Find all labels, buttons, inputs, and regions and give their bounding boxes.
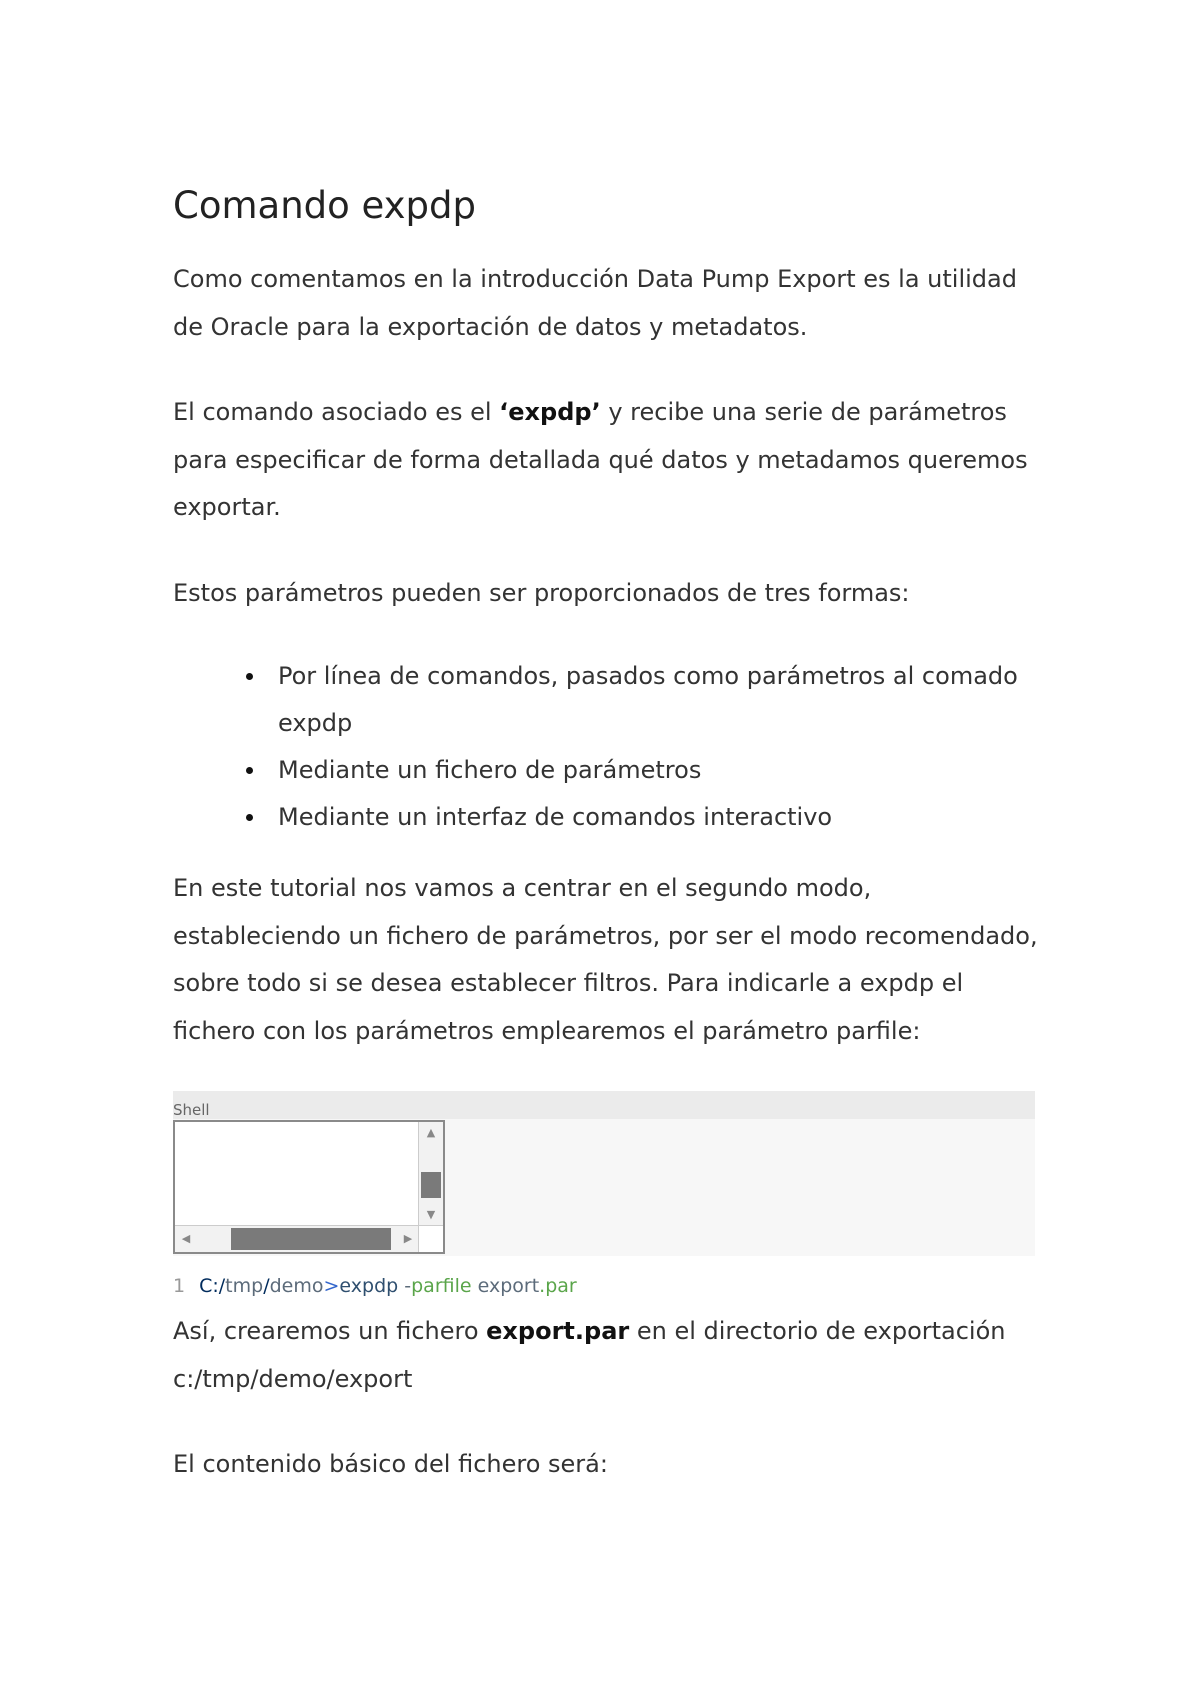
bullet-icon (246, 767, 253, 774)
vertical-scrollbar[interactable] (418, 1122, 443, 1226)
intro-paragraph: Como comentamos en la introducción Data Pump Export es la utilidad de Oracle para la exportación de datos y metadatos. (173, 265, 1017, 341)
export-file-paragraph (173, 1308, 1038, 1403)
code-block (173, 1091, 1035, 1256)
export-file-bold: export.par (486, 1317, 630, 1345)
command-paragraph (173, 389, 1038, 532)
vertical-scroll-thumb[interactable] (421, 1172, 441, 1198)
page-title: Comando expdp (173, 184, 476, 227)
horizontal-scroll-thumb[interactable] (231, 1228, 391, 1250)
code-slash: / (263, 1275, 270, 1297)
scroll-up-icon[interactable]: ▲ (426, 1126, 436, 1139)
command-paragraph-text-2: y recibe una serie de parámetros para especificar de forma detallada qué datos y metadamos queremos exportar. (173, 398, 1028, 521)
command-name-bold: ‘expdp’ (499, 398, 601, 426)
article (173, 182, 1038, 1527)
list-item (278, 794, 1038, 841)
code-prompt: > (323, 1275, 340, 1297)
scroll-down-icon[interactable]: ▼ (426, 1208, 436, 1221)
export-paragraph-text-1: Así, crearemos un fichero (173, 1317, 487, 1345)
list-item-text: Por línea de comandos, pasados como parámetros al comado expdp (278, 662, 1018, 737)
scroll-right-icon[interactable]: ▶ (403, 1232, 413, 1245)
code-dash: - (404, 1275, 412, 1297)
bullet-icon (246, 673, 253, 680)
code-drive: C: (199, 1275, 219, 1297)
code-arg-name: export (471, 1275, 540, 1297)
list-item-text: Mediante un interfaz de comandos interactivo (278, 803, 833, 831)
code-arg-ext: .par (539, 1275, 577, 1297)
forms-paragraph: Estos parámetros pueden ser proporcionados de tres formas: (173, 578, 910, 607)
raw-code-textarea[interactable] (173, 1120, 445, 1254)
horizontal-scrollbar[interactable] (175, 1225, 419, 1252)
code-demo: demo (269, 1275, 324, 1297)
code-language-label: Shell (173, 1091, 1035, 1119)
list-item (278, 653, 1038, 747)
tutorial-paragraph: En este tutorial nos vamos a centrar en el segundo modo, estableciendo un fichero de parámetros, por ser el modo recomendado, sobre todo si se desea establecer filtros. Para indicarle a expdp el fichero con los parámetros emplearemos el parámetro parfile: (173, 874, 1038, 1045)
content-paragraph: El contenido básico del fichero será: (173, 1450, 608, 1478)
code-command: expdp (339, 1275, 405, 1297)
forms-list (173, 653, 1038, 841)
code-slash: / (218, 1275, 226, 1297)
list-item-text: Mediante un fichero de parámetros (278, 756, 702, 784)
scrollbar-corner (418, 1225, 443, 1252)
list-item (278, 747, 1038, 794)
scroll-left-icon[interactable]: ◀ (181, 1232, 191, 1245)
bullet-icon (246, 814, 253, 821)
line-number: 1 (173, 1275, 186, 1297)
code-line (173, 1264, 1038, 1308)
export-paragraph-text-2: en el directorio de exportación c:/tmp/demo/export (173, 1317, 1006, 1393)
code-tmp: tmp (225, 1275, 264, 1297)
code-flag: parfile (411, 1275, 472, 1297)
command-paragraph-text-1: El comando asociado es el (173, 398, 500, 426)
